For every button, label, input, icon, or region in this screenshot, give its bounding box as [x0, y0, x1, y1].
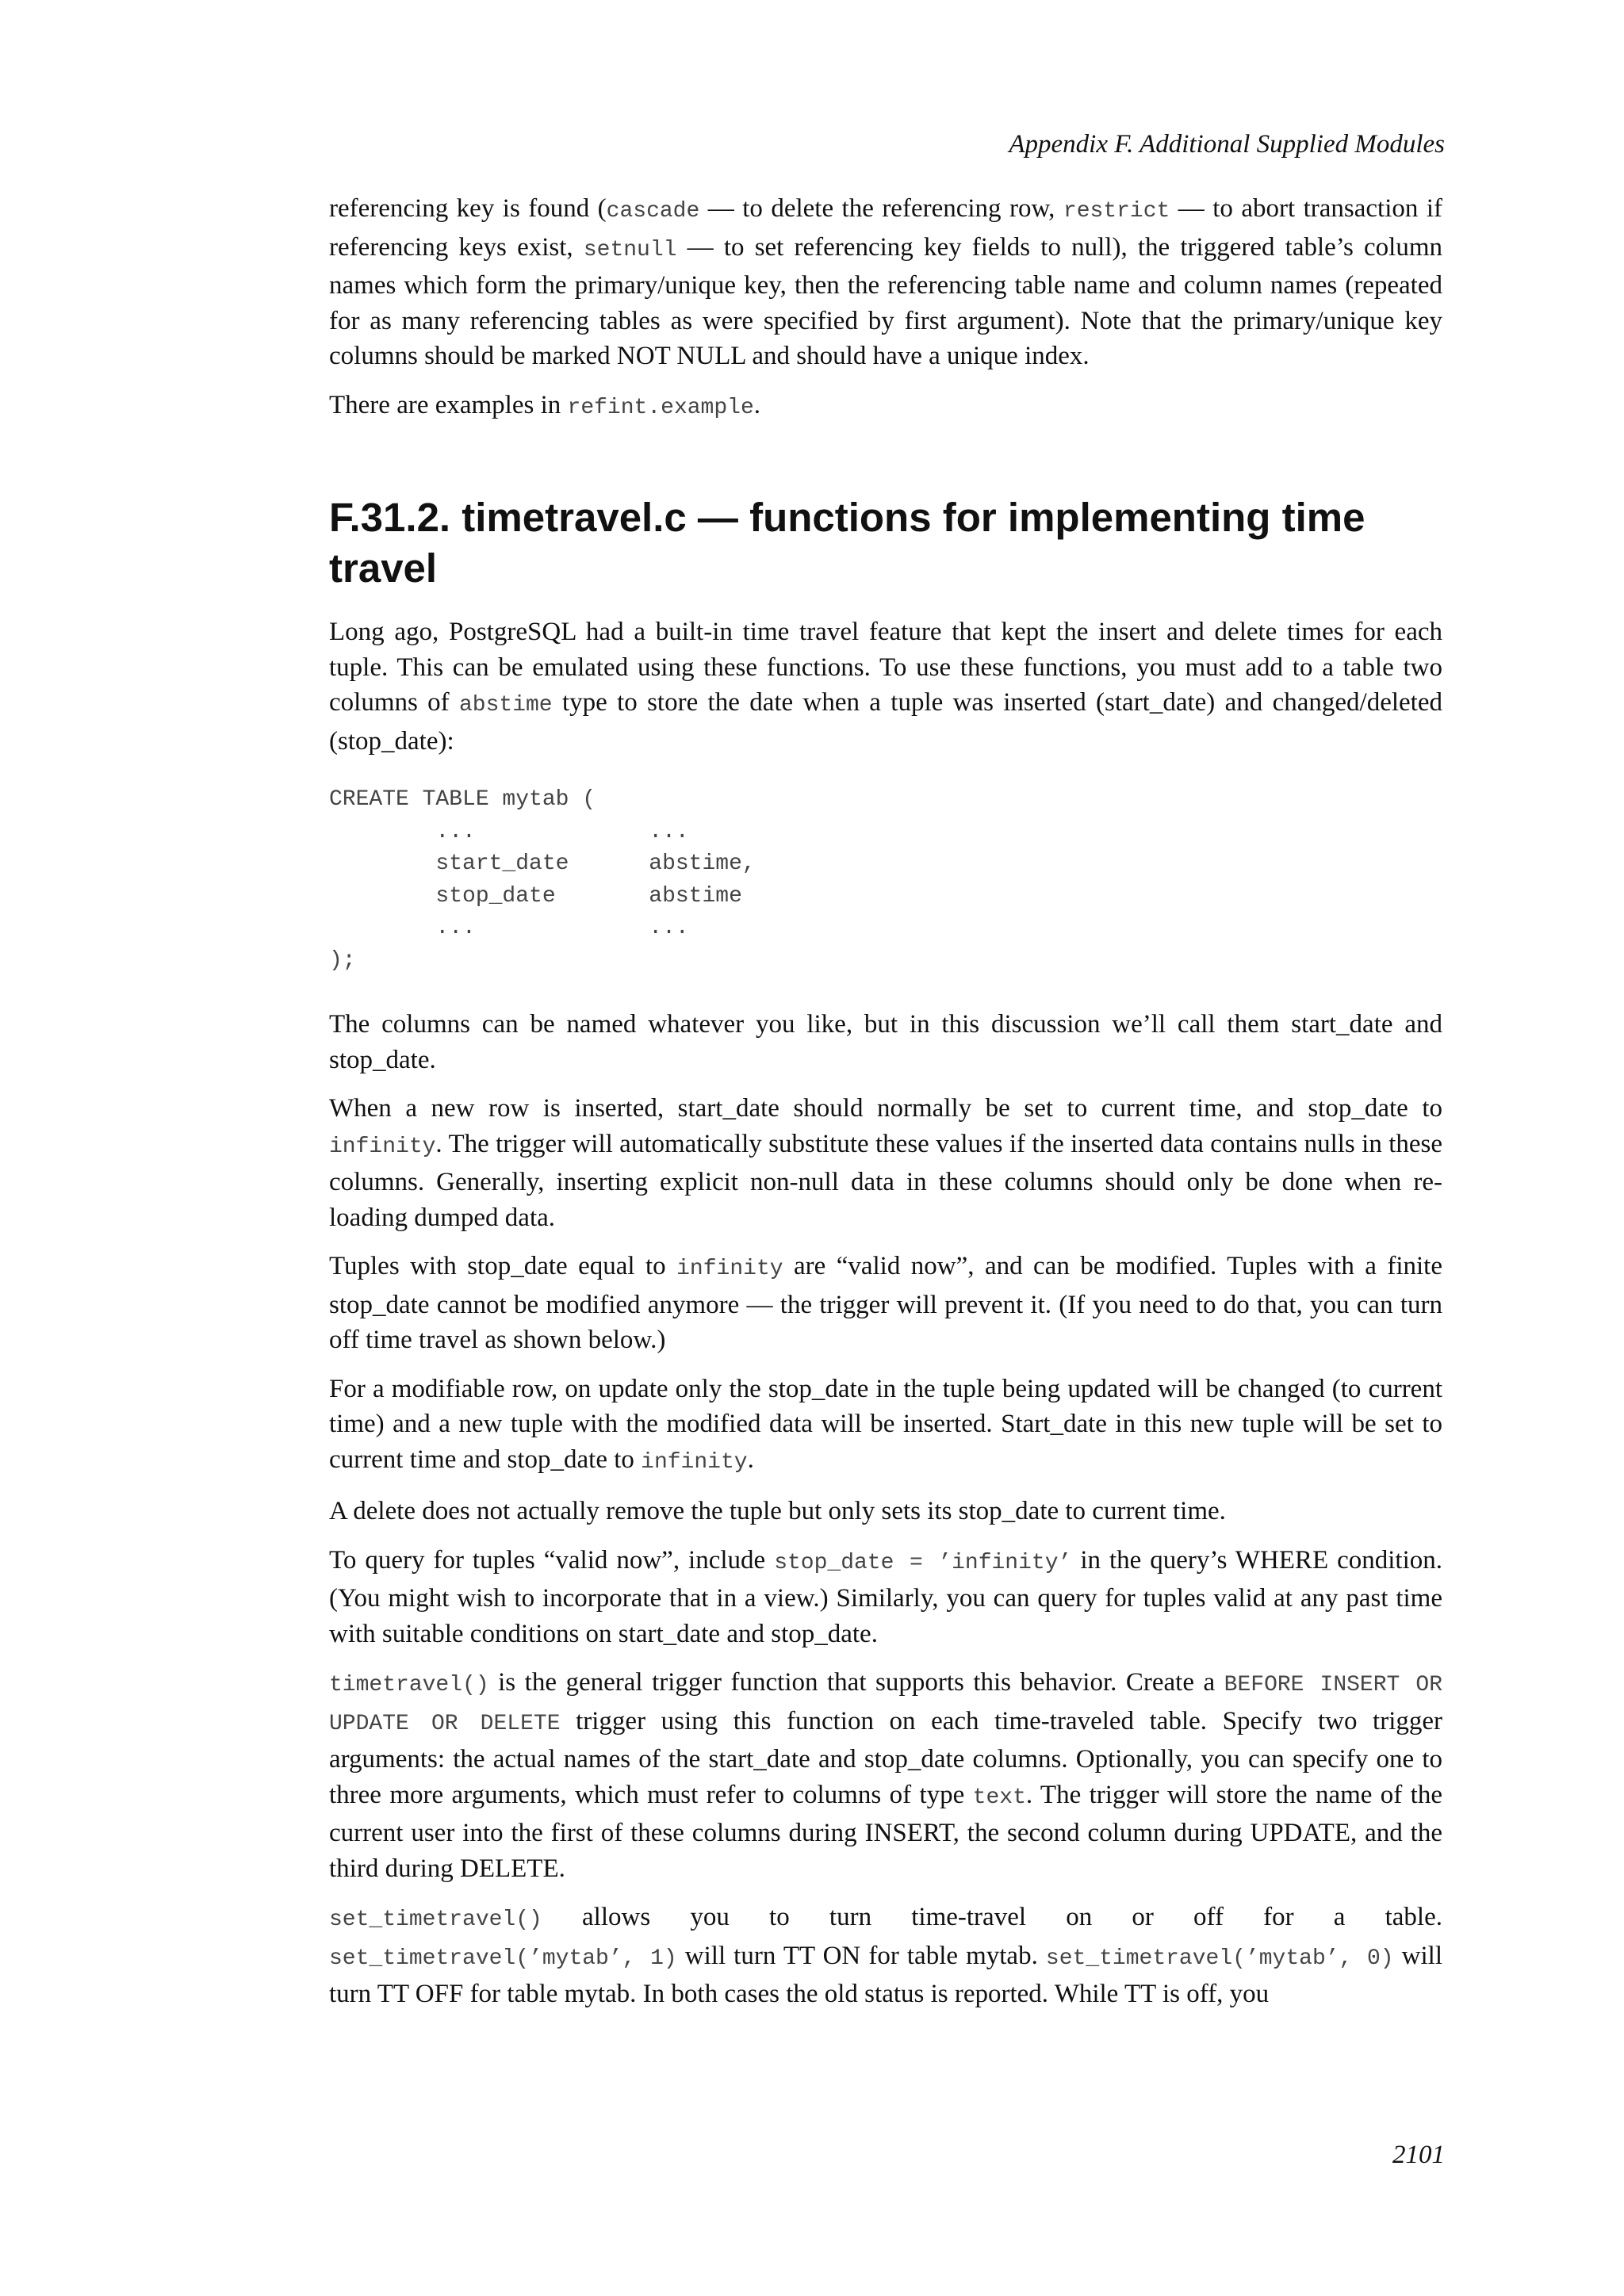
paragraph-valid-now: Tuples with stop_date equal to infinity are “valid now”, and can be modified. Tuples with a finite stop_date cannot be modified anymore — the trigger will prevent it. (If you need to do that, you can turn off time travel as shown below.)	[329, 1252, 1442, 1354]
code-restrict: restrict	[1063, 199, 1170, 224]
paragraph-update-behavior: For a modifiable row, on update only the stop_date in the tuple being updated will be changed (to current time) and a new tuple with the modified data will be inserted. Start_date in this new tuple will be set to current time and stop_date to infinity.	[329, 1374, 1442, 1475]
section-heading: F.31.2. timetravel.c — functions for implementing time travel	[329, 495, 1365, 591]
code-set-timetravel-fn: set_timetravel()	[329, 1908, 542, 1932]
paragraph-column-names: The columns can be named whatever you like, but in this discussion we’ll call them start_date and stop_date.	[329, 1010, 1442, 1074]
body-text	[329, 191, 1442, 2012]
code-set-timetravel-off: set_timetravel(’mytab’, 0)	[1045, 1946, 1394, 1971]
code-infinity: infinity	[641, 1449, 748, 1475]
code-abstime: abstime	[458, 693, 553, 718]
code-set-timetravel-on: set_timetravel(’mytab’, 1)	[329, 1946, 677, 1971]
paragraph-delete-behavior: A delete does not actually remove the tuple but only sets its stop_date to current time.	[329, 1497, 1226, 1525]
code-stop-date-infinity: stop_date = ’infinity’	[774, 1550, 1072, 1575]
code-cascade: cascade	[606, 199, 700, 224]
paragraph-set-timetravel: set_timetravel() allows you to turn time-travel on or off for a table. set_timetravel(’mytab’, 1) will turn TT ON for table mytab. set_timetravel(’mytab’, 0) will turn TT OFF for table mytab. In both cases the old status is reported. While TT is off, you	[329, 1900, 1442, 2012]
paragraph-refint-args: referencing key is found (cascade — to delete the referencing row, restrict — to abort transaction if referencing keys exist, setnull — to set referencing key fields to null), the triggered table’s column names which form the primary/unique key, then the referencing table name and column names (repeated for as many referencing tables as were specified by first argument). Note that the primary/unique key columns should be marked NOT NULL and should have a unique index.	[329, 194, 1442, 370]
code-infinity: infinity	[676, 1257, 783, 1281]
running-header: Appendix F. Additional Supplied Modules	[1009, 130, 1445, 159]
code-infinity: infinity	[329, 1134, 436, 1159]
code-text-type: text	[972, 1785, 1026, 1810]
code-block-create-table: CREATE TABLE mytab ( ... ... start_date abstime, stop_date abstime ... ... );	[329, 787, 756, 973]
code-timetravel-fn: timetravel()	[329, 1673, 489, 1697]
paragraph-refint-example: There are examples in refint.example.	[329, 390, 761, 420]
page-number: 2101	[1392, 2141, 1445, 2169]
set-timetravel-first-line: set_timetravel() allows you to turn time-travel on or off for a table.	[329, 1903, 1442, 1932]
paragraph-insert-behavior: When a new row is inserted, start_date should normally be set to current time, and stop_date to infinity. The trigger will automatically substitute these values if the inserted data contains nulls in these columns. Generally, inserting explicit non-null data in these columns should only be done when re-loading dumped data.	[329, 1094, 1442, 1232]
paragraph-timetravel-function: timetravel() is the general trigger function that supports this behavior. Create a BEFORE INSERT OR UPDATE OR DELETE trigger using this function on each time-traveled table. Specify two trigger arguments: the actual names of the start_date and stop_date columns. Optionally, you can specify one to three more arguments, which must refer to columns of type text. The trigger will store the name of the current user into the first of these columns during INSERT, the second column during UPDATE, and the third during DELETE.	[329, 1668, 1443, 1883]
paragraph-query-tuples: To query for tuples “valid now”, include stop_date = ’infinity’ in the query’s WHERE condition. (You might wish to incorporate that in a view.) Similarly, you can query for tuples valid at any past time with suitable conditions on start_date and stop_date.	[329, 1545, 1442, 1648]
code-setnull: setnull	[583, 237, 677, 262]
code-trigger-events: BEFORE INSERT OR UPDATE OR DELETE	[329, 1673, 1442, 1736]
code-refint-example: refint.example	[567, 395, 754, 420]
paragraph-timetravel-intro: Long ago, PostgreSQL had a built-in time travel feature that kept the insert and delete times for each tuple. This can be emulated using these functions. To use these functions, you must add to a table two columns of abstime type to store the date when a tuple was inserted (start_date) and changed/deleted (stop_date):	[329, 618, 1442, 756]
